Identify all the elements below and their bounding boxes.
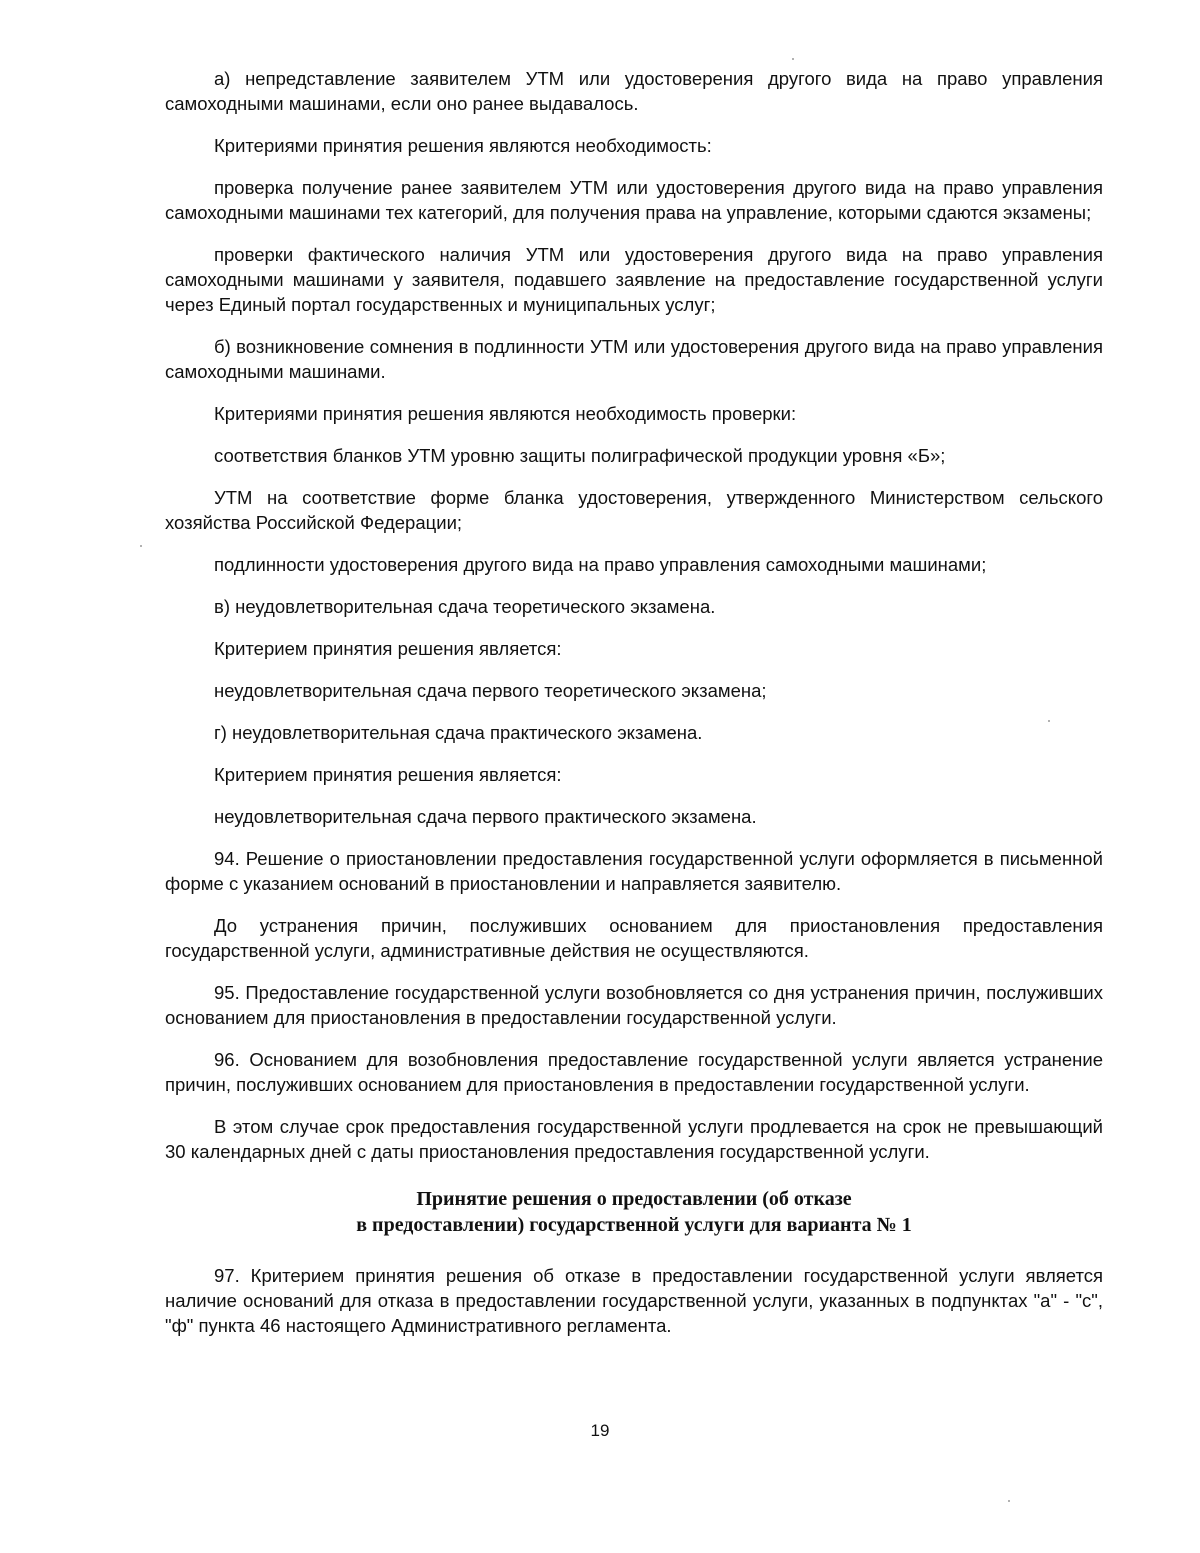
- paragraph-term-extension: В этом случае срок предоставления государственной услуги продлевается на срок не превышающий 30 календарных дней с даты приостановления предоставления государственной услуги.: [165, 1116, 1103, 1162]
- paragraph-first-theory-exam-fail: неудовлетворительная сдача первого теоретического экзамена;: [214, 680, 767, 701]
- paragraph-v-theory-exam-fail: в) неудовлетворительная сдача теоретического экзамена.: [214, 596, 716, 617]
- paragraph-94: 94. Решение о приостановлении предоставления государственной услуги оформляется в письменной форме с указанием оснований в приостановлении и направляется заявителю.: [165, 848, 1103, 894]
- paragraph-other-license-authenticity: подлинности удостоверения другого вида на право управления самоходными машинами;: [214, 554, 987, 575]
- section-heading-line-2: в предоставлении) государственной услуги для варианта № 1: [356, 1214, 912, 1236]
- paragraph-check-actual-possession: проверки фактического наличия УТМ или удостоверения другого вида на право управления самоходными машинами у заявителя, подавшего заявление на предоставление государственной услуги через Единый портал государственных и муниципальных услуг;: [165, 244, 1103, 315]
- paragraph-first-practical-exam-fail: неудовлетворительная сдача первого практического экзамена.: [214, 806, 757, 827]
- section-heading-line-1: Принятие решения о предоставлении (об отказе: [416, 1188, 852, 1210]
- paragraph-criterion-practical: Критерием принятия решения является:: [214, 764, 562, 785]
- paragraph-until-elimination: До устранения причин, послуживших основанием для приостановления предоставления государственной услуги, административные действия не осуществляются.: [165, 915, 1103, 961]
- scan-speck: [140, 545, 142, 547]
- scan-speck: [792, 58, 794, 60]
- paragraph-a-non-submission: а) непредставление заявителем УТМ или удостоверения другого вида на право управления самоходными машинами, если оно ранее выдавалось.: [165, 68, 1103, 114]
- document-body: [165, 66, 1103, 1355]
- scan-speck: [1048, 720, 1050, 722]
- paragraph-95: 95. Предоставление государственной услуги возобновляется со дня устранения причин, послуживших основанием для приостановления в предоставлении государственной услуги.: [165, 982, 1103, 1028]
- paragraph-criterion-theory: Критерием принятия решения является:: [214, 638, 562, 659]
- paragraph-96: 96. Основанием для возобновления предоставление государственной услуги является устранение причин, послуживших основанием для приостановления в предоставлении государственной услуги.: [165, 1049, 1103, 1095]
- paragraph-b-authenticity-doubt: б) возникновение сомнения в подлинности УТМ или удостоверения другого вида на право управления самоходными машинами.: [165, 336, 1103, 382]
- paragraph-97: 97. Критерием принятия решения об отказе в предоставлении государственной услуги является наличие оснований для отказа в предоставлении государственной услуги, указанных в подпунктах "а" - "с", "ф" пункта 46 настоящего Административного регламента.: [165, 1265, 1103, 1336]
- paragraph-g-practical-exam-fail: г) неудовлетворительная сдача практического экзамена.: [214, 722, 703, 743]
- section-heading: [165, 1186, 1103, 1238]
- page-number: 19: [590, 1421, 610, 1440]
- scan-speck: [1008, 1500, 1010, 1502]
- paragraph-criteria-necessity: Критериями принятия решения являются необходимость:: [214, 135, 712, 156]
- paragraph-criteria-check: Критериями принятия решения являются необходимость проверки:: [214, 403, 797, 424]
- paragraph-blank-protection-level: соответствия бланков УТМ уровню защиты полиграфической продукции уровня «Б»;: [214, 445, 946, 466]
- paragraph-form-compliance: УТМ на соответствие форме бланка удостоверения, утвержденного Министерством сельского хозяйства Российской Федерации;: [165, 487, 1103, 533]
- paragraph-check-previous-receipt: проверка получение ранее заявителем УТМ или удостоверения другого вида на право управления самоходными машинами тех категорий, для получения права на управление, которыми сдаются экзамены;: [165, 177, 1103, 223]
